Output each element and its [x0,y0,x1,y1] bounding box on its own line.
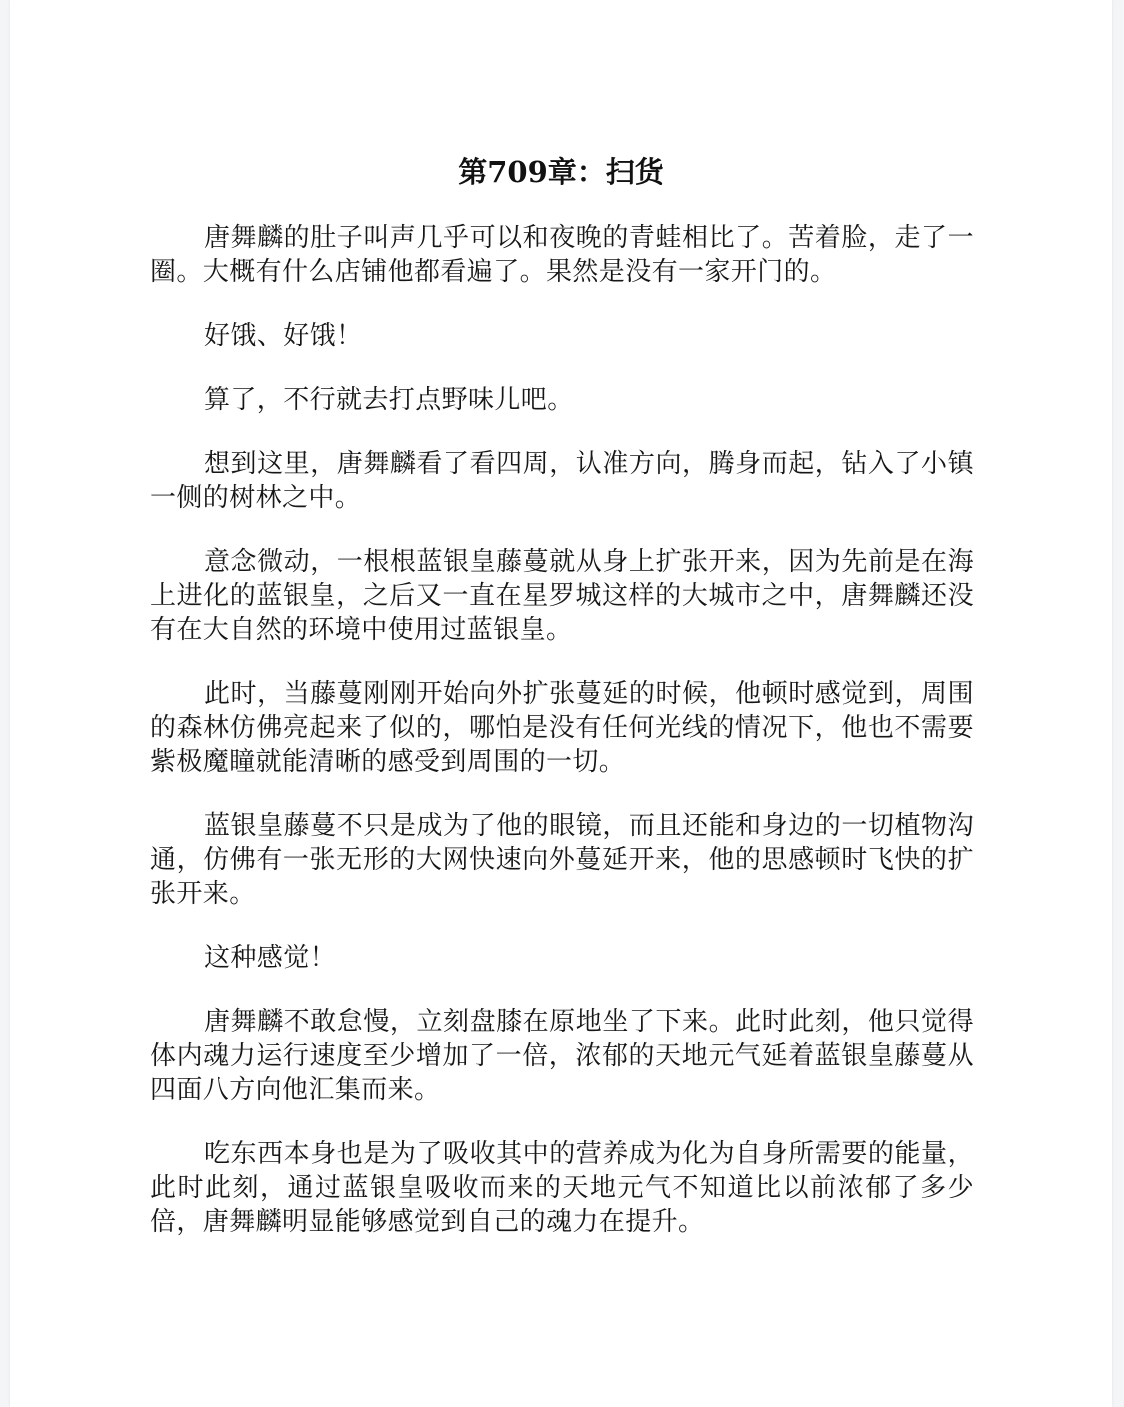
paragraph: 唐舞麟不敢怠慢，立刻盘膝在原地坐了下来。此时此刻，他只觉得体内魂力运行速度至少增加了一倍，浓郁的天地元气延着蓝银皇藤蔓从四面八方向他汇集而来。 [150,1007,974,1105]
paragraph: 意念微动，一根根蓝银皇藤蔓就从身上扩张开来，因为先前是在海上进化的蓝银皇，之后又一直在星罗城这样的大城市之中，唐舞麟还没有在大自然的环境中使用过蓝银皇。 [150,547,974,645]
paragraph: 蓝银皇藤蔓不只是成为了他的眼镜，而且还能和身边的一切植物沟通，仿佛有一张无形的大网快速向外蔓延开来，他的思感顿时飞快的扩张开来。 [150,811,974,909]
chapter-title: 第709章：扫货 [458,155,664,189]
paragraph: 吃东西本身也是为了吸收其中的营养成为化为自身所需要的能量，此时此刻，通过蓝银皇吸收而来的天地元气不知道比以前浓郁了多少倍，唐舞麟明显能够感觉到自己的魂力在提升。 [150,1139,974,1237]
chapter-body [150,221,974,1269]
paragraph: 想到这里，唐舞麟看了看四周，认准方向，腾身而起，钻入了小镇一侧的树林之中。 [150,449,974,513]
document-page [10,0,1112,1407]
paragraph: 好饿、好饿！ [204,321,363,351]
paragraph: 这种感觉！ [204,943,337,973]
paragraph: 算了，不行就去打点野味儿吧。 [204,385,574,415]
paragraph: 唐舞麟的肚子叫声几乎可以和夜晚的青蛙相比了。苦着脸，走了一圈。大概有什么店铺他都看遍了。果然是没有一家开门的。 [150,223,974,287]
paragraph: 此时，当藤蔓刚刚开始向外扩张蔓延的时候，他顿时感觉到，周围的森林仿佛亮起来了似的，哪怕是没有任何光线的情况下，他也不需要紫极魔瞳就能清晰的感受到周围的一切。 [150,679,974,777]
